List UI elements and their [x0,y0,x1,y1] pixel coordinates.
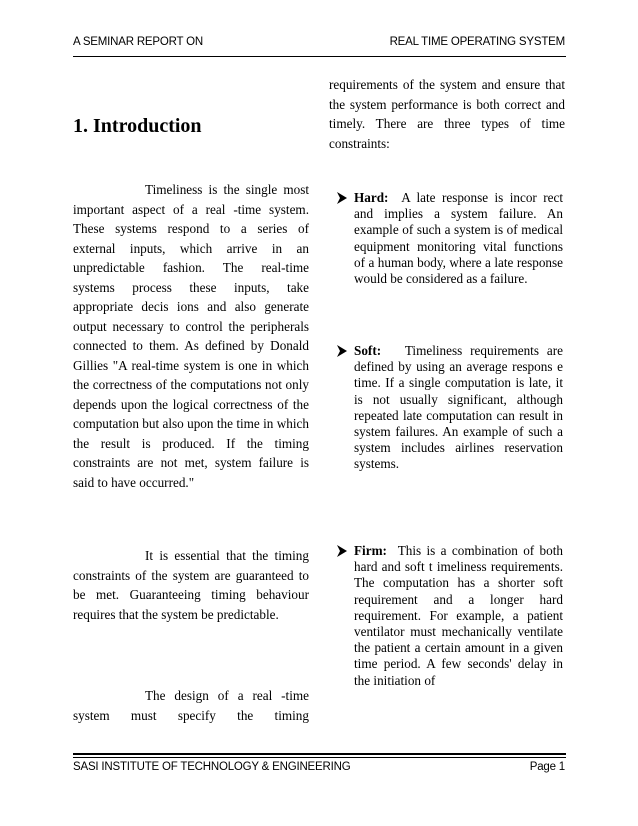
bullet-soft-body [354,343,563,473]
section-title: 1. Introduction [73,115,202,137]
header-left-text: A SEMINAR REPORT ON [73,36,203,48]
arrow-bullet-icon [336,344,348,358]
arrow-bullet-icon [336,191,348,205]
intro-paragraph-3 [73,686,309,725]
bullet-firm-term: Firm: [354,543,387,558]
bullet-hard-term: Hard: [354,190,389,205]
intro-paragraph-1 [73,180,309,492]
page-number: Page 1 [529,761,565,773]
intro-paragraph-1-text: Timeliness is the single most important aspect of a real -time system. These systems respond to a series of external inputs, which arrive in an unpredictable fashion. The real-time systems process these inputs, take appropriate decis ions and also generate output necessary to control the peripherals connected to them. As defined by Donald Gillies "A real-time system is one in which the correctness of the computations not only depends upon the logical correctness of the computation but also upon the time in which the result is produced. If the timing constraints are not met, system failure is said to have occurred." [73,182,309,490]
page-header [73,36,565,54]
header-rule [73,56,566,57]
header-right-text: REAL TIME OPERATING SYSTEM [389,36,565,48]
constraints-intro: requirements of the system and ensure that the system performance is both correct and timely. There are three types of time constraints: [329,77,565,151]
intro-paragraph-3-text: The design of a real -time system must specify the timing [73,688,309,723]
bullet-soft-text: Timeliness requirements are defined by using an average respons e time. If a single computation is late, it is not usually significant, although repeated late computation can result in system failures. An example of such a system includes airlines reservation systems. [354,343,563,472]
page-footer [73,761,565,779]
footer-left-text: SASI INSTITUTE OF TECHNOLOGY & ENGINEERING [73,761,351,773]
arrow-bullet-icon [336,544,348,558]
bullet-hard-body [354,190,563,287]
footer-rule-thin [73,757,566,758]
footer-rule-thick [73,753,566,755]
intro-paragraph-2-text: It is essential that the timing constraints of the system are guaranteed to be met. Guaranteeing timing behaviour requires that the system be predictable. [73,548,309,622]
bullet-firm-body [354,543,563,689]
bullet-hard-text: A late response is incor rect and implies a system failure. An example of such a system is of medical equipment monitoring vital functions of a human body, where a late response would be considered as a failure. [354,190,563,287]
bullet-firm-text: This is a combination of both hard and soft t imeliness requirements. The computation has a shorter soft requirement and a longer hard requirement. For example, a patient ventilator must mechanically ventilate the patient a certain amount in a given time period. A few seconds' delay in the initiation of [354,543,564,688]
intro-paragraph-2 [73,546,309,624]
bullet-soft-term: Soft: [354,343,382,358]
